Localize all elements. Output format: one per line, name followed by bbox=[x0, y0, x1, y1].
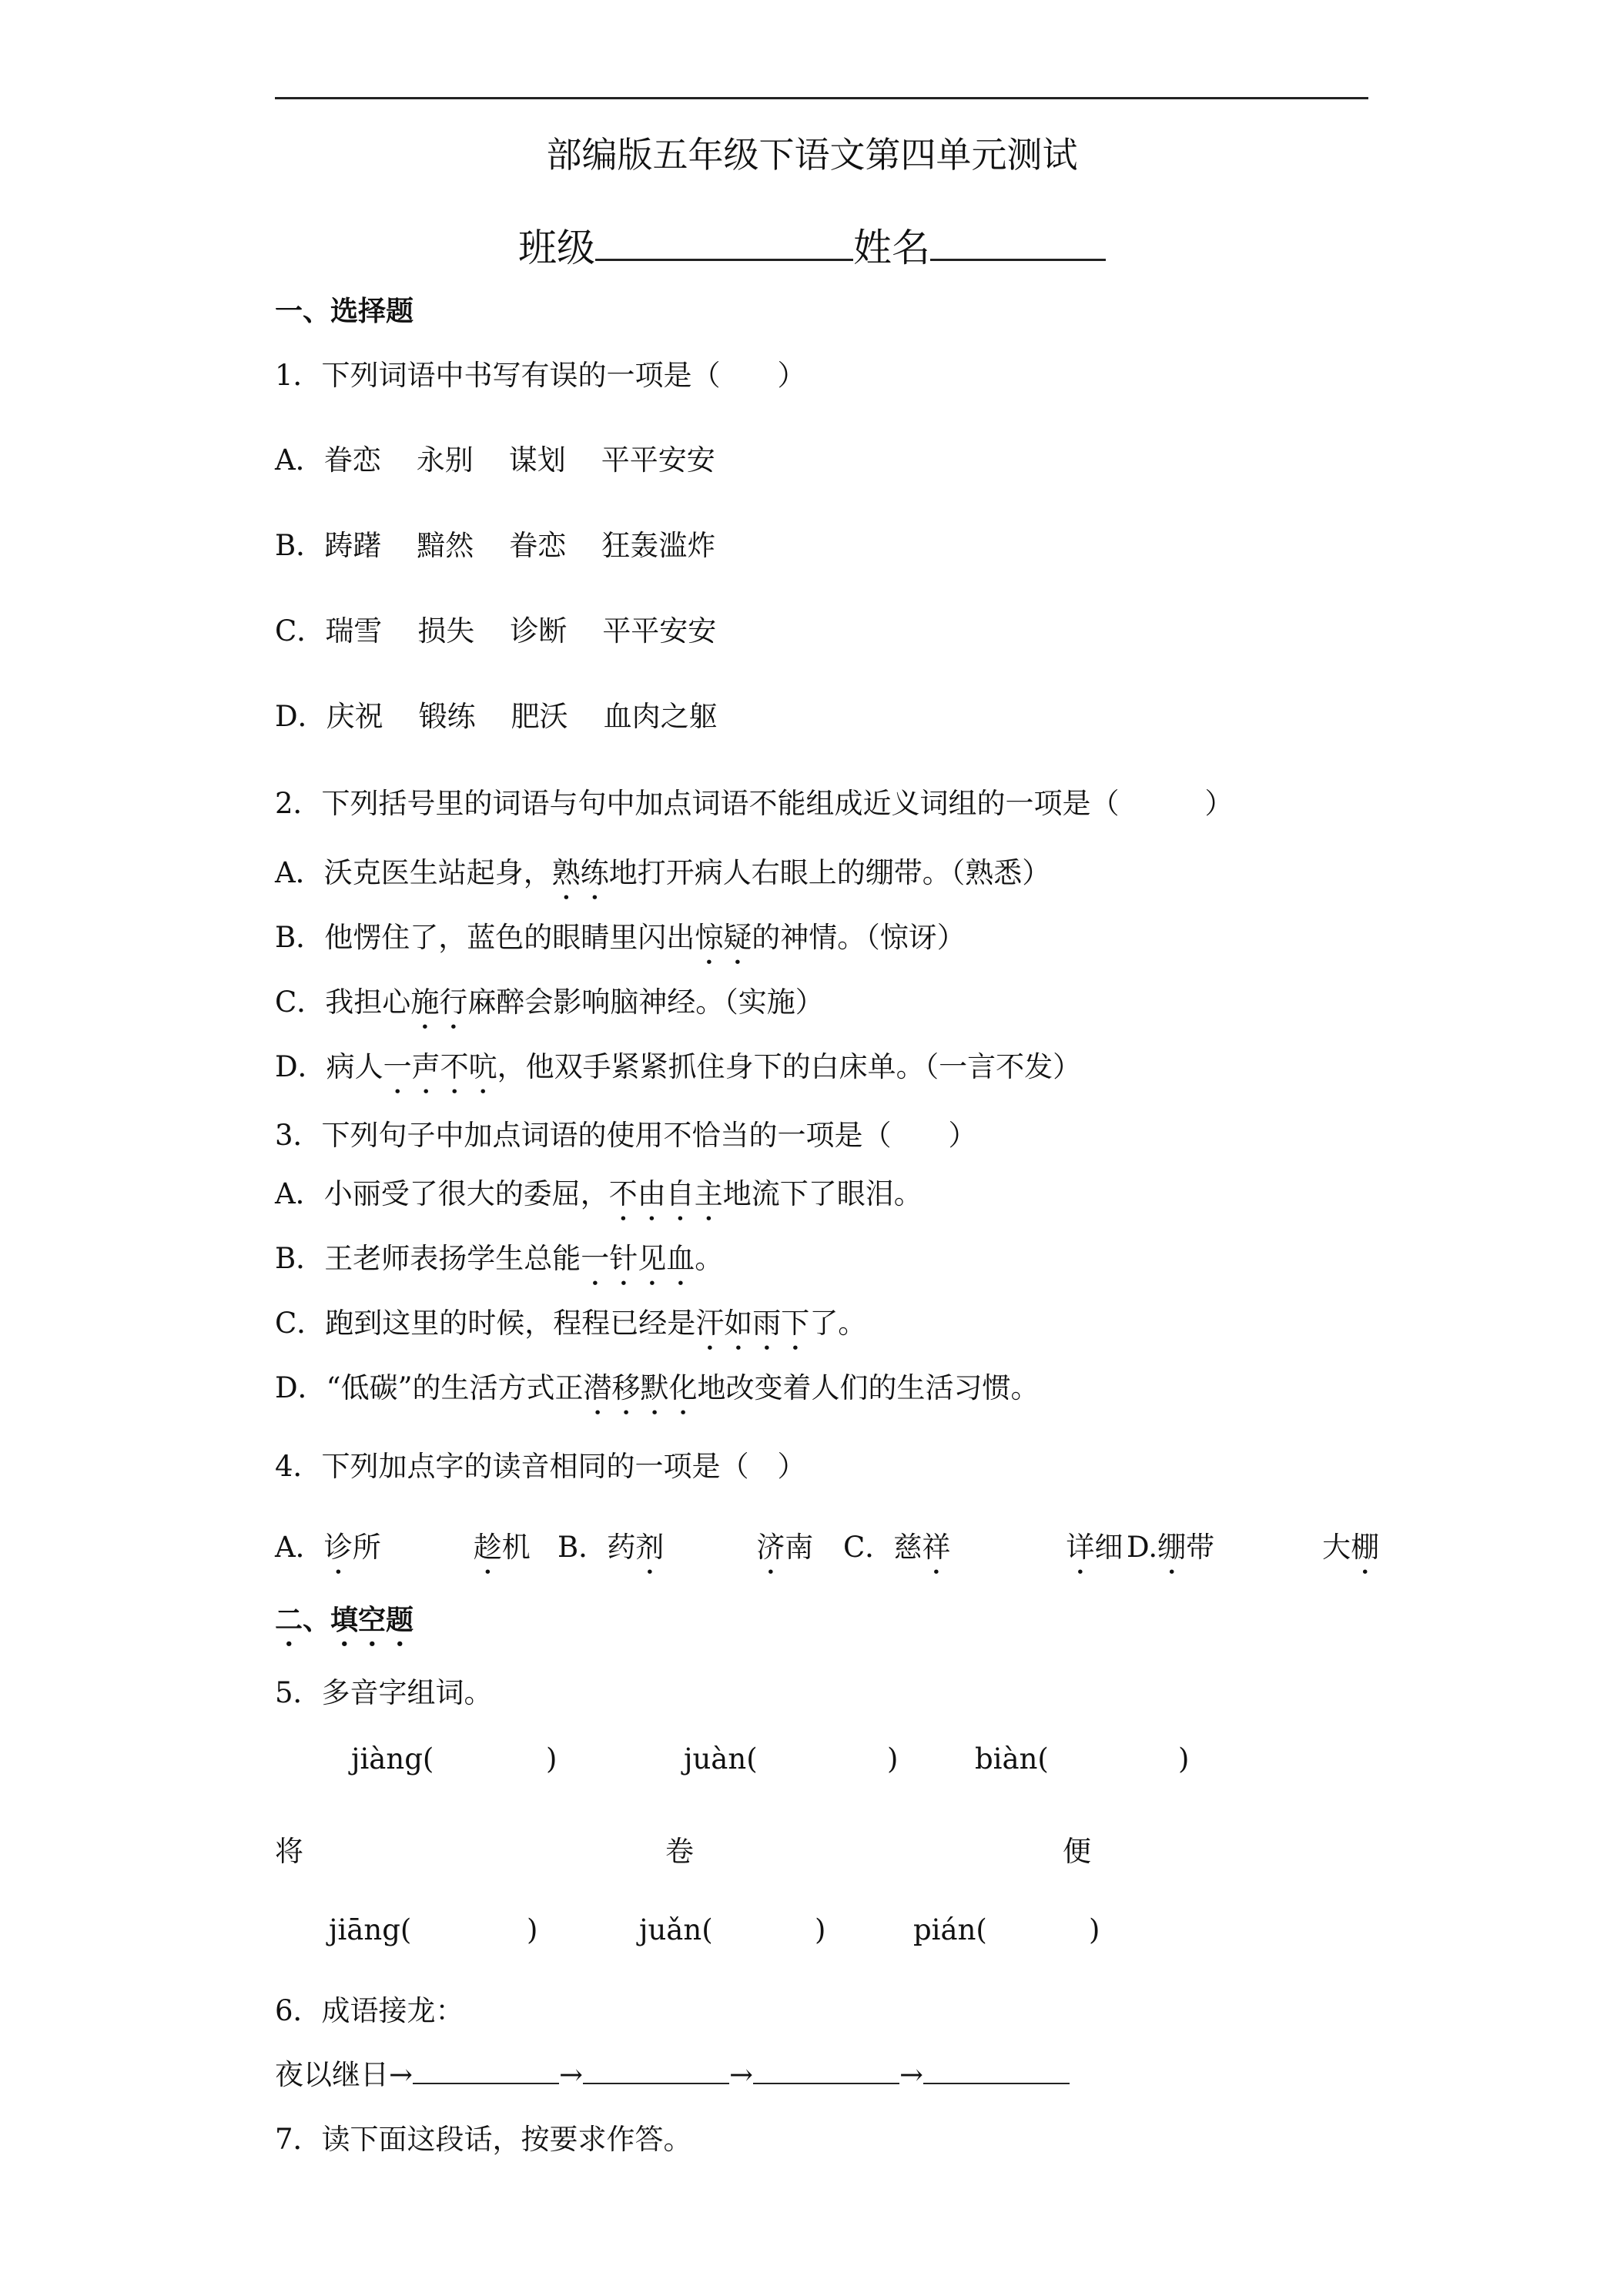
q5-stem: 5．多音字组词。 bbox=[275, 1676, 493, 1709]
class-blank[interactable] bbox=[595, 223, 853, 261]
q5-close-paren: ) bbox=[887, 1742, 899, 1776]
q6-stem: 6．成语接龙： bbox=[275, 1994, 464, 2027]
q6-blank-4[interactable] bbox=[923, 2055, 1070, 2084]
class-name-line bbox=[518, 217, 1106, 273]
q5-close-paren: ) bbox=[815, 1913, 826, 1946]
name-label: 姓名 bbox=[853, 226, 930, 270]
q1-option-b: B．踌躇 黯然 眷恋 狂轰滥炸 bbox=[275, 529, 716, 562]
q5-pinyin-jiang4: jiàng( bbox=[351, 1742, 434, 1776]
q3-option-d: D．“低碳”的生活方式正潜移默化地改变着人们的生活习惯。 bbox=[275, 1371, 1040, 1404]
q3-option-a: A．小丽受了很大的委屈，不由自主地流下了眼泪。 bbox=[275, 1177, 922, 1210]
q5-char-jiang: 将 bbox=[275, 1835, 303, 1868]
q3-stem: 3．下列句子中加点词语的使用不恰当的一项是（ ） bbox=[275, 1119, 977, 1152]
q6-start-idiom: 夜以继日 bbox=[275, 2058, 389, 2091]
q2-option-b: B．他愣住了，蓝色的眼睛里闪出惊疑的神情。（惊讶） bbox=[275, 921, 966, 954]
name-blank[interactable] bbox=[930, 223, 1106, 261]
q4-option-a: A．诊所 趁机 bbox=[275, 1531, 531, 1564]
q1-option-a: A．眷恋 永别 谋划 平平安安 bbox=[275, 443, 715, 477]
q3-option-c: C．跑到这里的时候，程程已经是汗如雨下了。 bbox=[275, 1307, 867, 1340]
q4-stem: 4．下列加点字的读音相同的一项是（ ） bbox=[275, 1450, 806, 1483]
section-choice-title: 一、选择题 bbox=[275, 295, 414, 327]
class-label: 班级 bbox=[518, 226, 595, 270]
page-title: 部编版五年级下语文第四单元测试 bbox=[546, 134, 1078, 176]
top-rule bbox=[275, 97, 1368, 99]
q4-option-c: C．慈祥 详细 bbox=[843, 1531, 1123, 1564]
q2-option-d: D．病人一声不吭，他双手紧紧抓住身下的白床单。（一言不发） bbox=[275, 1050, 1082, 1083]
q1-stem: 1．下列词语中书写有误的一项是（ ） bbox=[275, 359, 806, 392]
q3-option-b: B．王老师表扬学生总能一针见血。 bbox=[275, 1242, 724, 1275]
q2-stem: 2．下列括号里的词语与句中加点词语不能组成近义词组的一项是（ ） bbox=[275, 787, 1234, 820]
q5-pinyin-juan4: juàn( bbox=[684, 1742, 758, 1776]
q5-close-paren: ) bbox=[546, 1742, 558, 1776]
q5-close-paren: ) bbox=[1089, 1913, 1100, 1946]
section-fill-title: 二、填空题 bbox=[275, 1604, 414, 1636]
q5-char-bian: 便 bbox=[1063, 1835, 1091, 1868]
q5-pinyin-pian2: pián( bbox=[913, 1913, 987, 1946]
q4-option-d: D.绷带 大棚 bbox=[1127, 1531, 1380, 1564]
q6-blank-3[interactable] bbox=[753, 2055, 899, 2084]
q1-option-d: D．庆祝 锻练 肥沃 血肉之躯 bbox=[275, 700, 718, 733]
q5-pinyin-juan3: juǎn( bbox=[639, 1913, 713, 1946]
q2-option-a: A．沃克医生站起身，熟练地打开病人右眼上的绷带。（熟悉） bbox=[275, 856, 1051, 889]
q5-close-paren: ) bbox=[527, 1913, 538, 1946]
q5-pinyin-jiang1: jiāng( bbox=[329, 1913, 412, 1946]
q2-option-c: C．我担心施行麻醉会影响脑神经。（实施） bbox=[275, 986, 824, 1019]
q5-char-juan: 卷 bbox=[665, 1835, 694, 1868]
q4-option-b: B．药剂 济南 bbox=[558, 1531, 814, 1564]
q6-blank-1[interactable] bbox=[413, 2055, 559, 2084]
q6-blank-2[interactable] bbox=[583, 2055, 729, 2084]
q5-close-paren: ) bbox=[1178, 1742, 1190, 1776]
q5-pinyin-bian4: biàn( bbox=[975, 1742, 1049, 1776]
q1-option-c: C．瑞雪 损失 诊断 平平安安 bbox=[275, 614, 717, 648]
q7-stem: 7．读下面这段话，按要求作答。 bbox=[275, 2123, 692, 2156]
q6-idiom-chain: 夜以继日→ → → → bbox=[275, 2051, 1070, 2093]
